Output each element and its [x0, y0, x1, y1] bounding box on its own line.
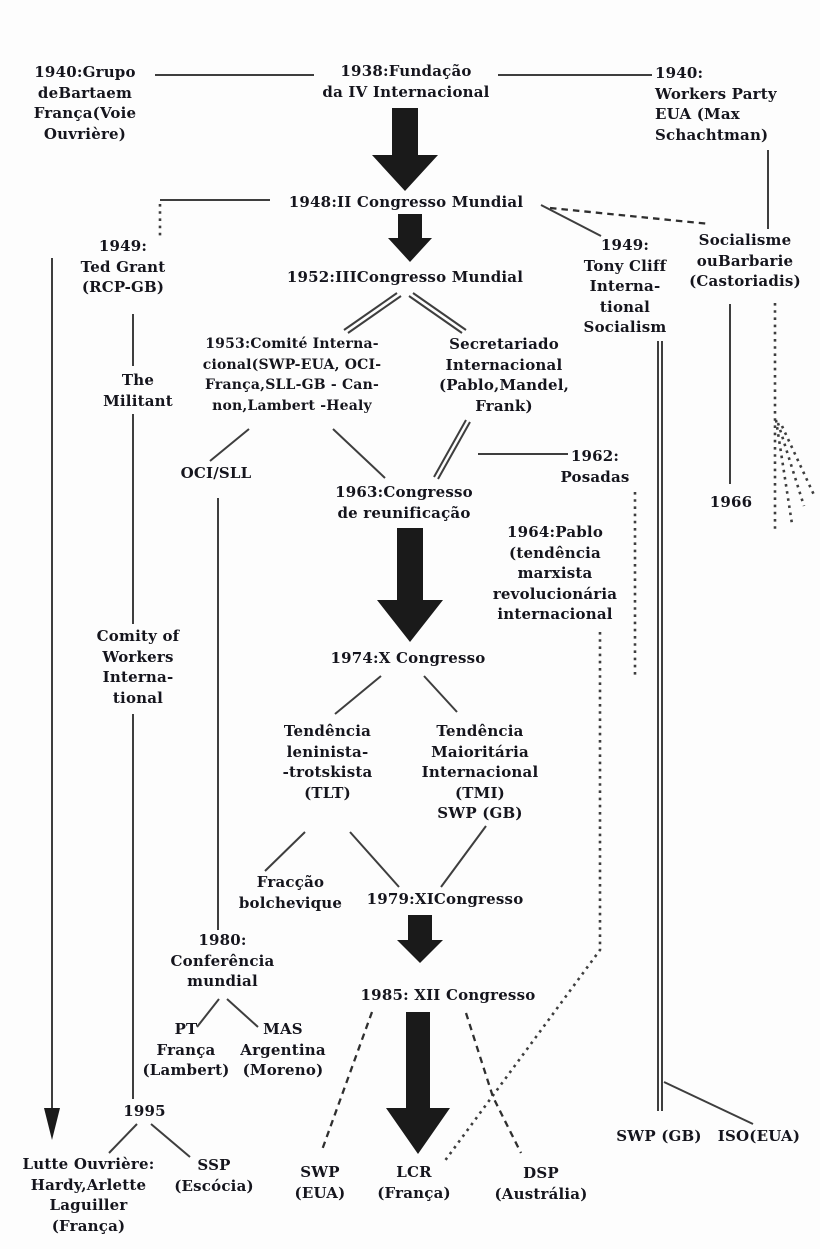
- double-line-1952-to-comite: [344, 293, 401, 333]
- text-line: leninista-: [286, 742, 369, 761]
- node-comity-of-workers-international: [88, 626, 188, 708]
- node-pt-franca: [133, 1019, 239, 1081]
- text-line: EUA (Max: [655, 105, 740, 123]
- text-line: non,Lambert -Healy: [212, 397, 372, 414]
- text-line: SWP: [300, 1163, 340, 1181]
- dashed-fan-castoriadis: [776, 420, 814, 524]
- text-line: 1940:: [655, 64, 704, 82]
- text-line: 1995: [123, 1102, 166, 1120]
- node-tendencia-tmi: [402, 721, 558, 824]
- node-the-militant: [95, 370, 181, 411]
- line-tmi-to-1979: [441, 826, 486, 887]
- double-line-tonycliff-to-swpgb: [658, 341, 662, 1111]
- text-line: Conferência: [170, 951, 275, 970]
- node-ssp-escocia: [166, 1155, 262, 1196]
- line-1948-to-tonycliff: [541, 205, 601, 236]
- text-line: Workers: [102, 647, 174, 666]
- line-tlt-to-1979: [350, 832, 399, 887]
- text-line: Frank): [475, 396, 533, 415]
- arrow-1963-to-1974: [377, 528, 443, 642]
- text-line: (Castoriadis): [689, 272, 801, 290]
- node-congresso-1985: [352, 985, 544, 1006]
- text-line: 1949:: [600, 236, 650, 254]
- node-ano-1966: [702, 492, 760, 513]
- node-pablo-1964: [480, 522, 630, 625]
- dashed-1985-to-dsp: [466, 1013, 521, 1153]
- text-line: PT: [174, 1020, 198, 1038]
- node-posadas-1962: [552, 446, 638, 487]
- double-line-secretariado-to-1963: [434, 420, 470, 479]
- text-line: França(Voie: [33, 104, 137, 122]
- text-line: The: [121, 371, 155, 389]
- text-line: cional(SWP-EUA, OCI-: [202, 356, 382, 373]
- node-congresso-1974: [325, 648, 491, 669]
- arrow-1938-to-1948: [372, 108, 438, 191]
- arrowhead-to-lutte: [44, 1108, 60, 1140]
- node-swp-eua: [288, 1162, 352, 1203]
- line-tlt-to-fraccao: [265, 832, 305, 871]
- text-line: SWP (GB): [437, 804, 523, 822]
- text-line: Militant: [103, 391, 173, 410]
- text-line: (TMI): [455, 783, 505, 802]
- text-line: Socialisme: [698, 231, 792, 249]
- text-line: Internacional: [421, 763, 539, 781]
- text-line: França,SLL-GB - Can-: [205, 377, 379, 393]
- node-workers-party-1940: [655, 63, 795, 145]
- text-line: Hardy,Arlette: [30, 1175, 147, 1194]
- text-line: 1952:IIICongresso Mundial: [286, 268, 524, 286]
- line-comite1953-to-ocisll: [210, 429, 249, 461]
- text-line: da IV Internacional: [322, 82, 490, 101]
- text-line: Interna-: [102, 668, 174, 686]
- node-tony-cliff-1949: [572, 235, 678, 338]
- text-line: Tendência: [283, 722, 372, 740]
- text-line: 1938:Fundação: [340, 62, 472, 80]
- text-line: Laguiller: [49, 1196, 128, 1214]
- text-line: mundial: [187, 972, 258, 990]
- node-lutte-ouvriere: [10, 1154, 167, 1236]
- text-line: revolucionária: [492, 584, 618, 603]
- text-line: SSP: [197, 1156, 231, 1174]
- node-fundacao-1938: [318, 61, 494, 102]
- text-line: de reunificação: [337, 503, 471, 522]
- text-line: LCR: [396, 1163, 432, 1181]
- line-comite1953-to-1963: [333, 429, 385, 478]
- text-line: Argentina: [240, 1040, 326, 1059]
- text-line: (TLT): [304, 783, 351, 802]
- text-line: Posadas: [560, 467, 630, 486]
- text-line: 1964:Pablo: [506, 523, 604, 541]
- node-congresso-1979: [357, 889, 533, 910]
- text-line: -trotskista: [282, 763, 373, 781]
- text-line: França: [156, 1040, 216, 1059]
- node-swp-gb: [612, 1126, 706, 1147]
- text-line: Tendência: [436, 722, 524, 740]
- text-line: Socialism: [583, 318, 667, 336]
- text-line: 1979:XICongresso: [366, 890, 524, 908]
- text-line: (RCP-GB): [81, 278, 165, 296]
- text-line: 1974:X Congresso: [330, 649, 486, 667]
- text-line: ouBarbarie: [696, 251, 794, 270]
- text-line: Tony Cliff: [583, 256, 667, 275]
- text-line: 1948:II Congresso Mundial: [288, 193, 524, 211]
- text-line: SWP (GB): [616, 1127, 702, 1145]
- text-line: bolchevique: [238, 893, 343, 912]
- text-line: DSP: [523, 1164, 559, 1182]
- text-line: Ouvrière): [43, 124, 127, 143]
- line-1995-to-lutte: [109, 1124, 137, 1153]
- line-double-to-iso: [664, 1082, 753, 1124]
- line-1974-to-tmi: [424, 676, 457, 712]
- text-line: Workers Party: [655, 84, 777, 103]
- text-line: 1949:: [98, 237, 148, 255]
- text-line: Lutte Ouvrière:: [22, 1155, 155, 1173]
- node-mas-argentina: [230, 1019, 336, 1081]
- node-ano-1995: [117, 1101, 172, 1122]
- text-line: Interna-: [589, 277, 661, 295]
- node-congresso-1952: [272, 267, 538, 288]
- node-dsp-australia: [488, 1163, 594, 1204]
- text-line: Internacional: [445, 355, 563, 374]
- text-line: 1953:Comité Interna-: [205, 336, 379, 352]
- text-line: 1985: XII Congresso: [360, 986, 536, 1004]
- node-socialisme-ou-barbarie: [672, 230, 818, 292]
- text-line: Comity of: [96, 627, 180, 645]
- node-conferencia-1980: [160, 930, 285, 992]
- text-line: (Escócia): [174, 1176, 254, 1195]
- text-line: 1980:: [198, 931, 247, 949]
- text-line: (EUA): [294, 1183, 346, 1202]
- text-line: Fracção: [256, 873, 325, 891]
- text-line: Maioritária: [431, 742, 529, 761]
- node-congresso-1963: [330, 482, 478, 523]
- double-line-1952-to-secretariado: [409, 293, 466, 333]
- text-line: tional: [112, 688, 164, 707]
- text-line: (tendência: [509, 543, 601, 562]
- text-line: marxista: [517, 564, 593, 582]
- arrow-1985-to-lcr: [386, 1012, 450, 1154]
- arrow-1948-to-1952: [388, 214, 432, 262]
- text-line: tional: [599, 297, 651, 316]
- text-line: 1966: [709, 493, 753, 511]
- node-lcr-franca: [368, 1162, 460, 1203]
- node-congresso-1948: [272, 192, 540, 213]
- node-grupo-1940: [10, 62, 160, 144]
- text-line: (Austrália): [494, 1184, 588, 1203]
- text-line: 1962:: [570, 447, 620, 465]
- arrow-1979-to-1985: [397, 915, 443, 963]
- node-tendencia-tlt: [270, 721, 385, 803]
- text-line: 1940:Grupo: [34, 63, 136, 81]
- node-oci-sll: [166, 463, 266, 484]
- node-comite-internacional-1953: [190, 334, 394, 416]
- text-line: Secretariado: [449, 335, 559, 353]
- node-iso-eua: [712, 1126, 806, 1147]
- text-line: 1963:Congresso: [335, 483, 473, 501]
- text-line: ISO(EUA): [717, 1127, 801, 1145]
- node-ted-grant-1949: [62, 236, 184, 298]
- text-line: (França): [51, 1216, 126, 1235]
- text-line: (Pablo,Mandel,: [438, 376, 570, 394]
- text-line: (França): [377, 1183, 451, 1202]
- line-1995-to-ssp: [151, 1124, 190, 1157]
- text-line: (Lambert): [142, 1061, 230, 1079]
- text-line: Schachtman): [655, 125, 769, 144]
- node-fraccao-bolchevique: [228, 872, 353, 913]
- text-line: OCI/SLL: [180, 464, 252, 482]
- text-line: (Moreno): [242, 1061, 324, 1079]
- text-line: Ted Grant: [80, 257, 166, 276]
- line-1974-to-tlt: [335, 676, 381, 714]
- text-line: internacional: [497, 605, 613, 623]
- node-secretariado-internacional: [430, 334, 578, 416]
- text-line: MAS: [263, 1020, 303, 1038]
- text-line: deBartaem: [37, 83, 133, 102]
